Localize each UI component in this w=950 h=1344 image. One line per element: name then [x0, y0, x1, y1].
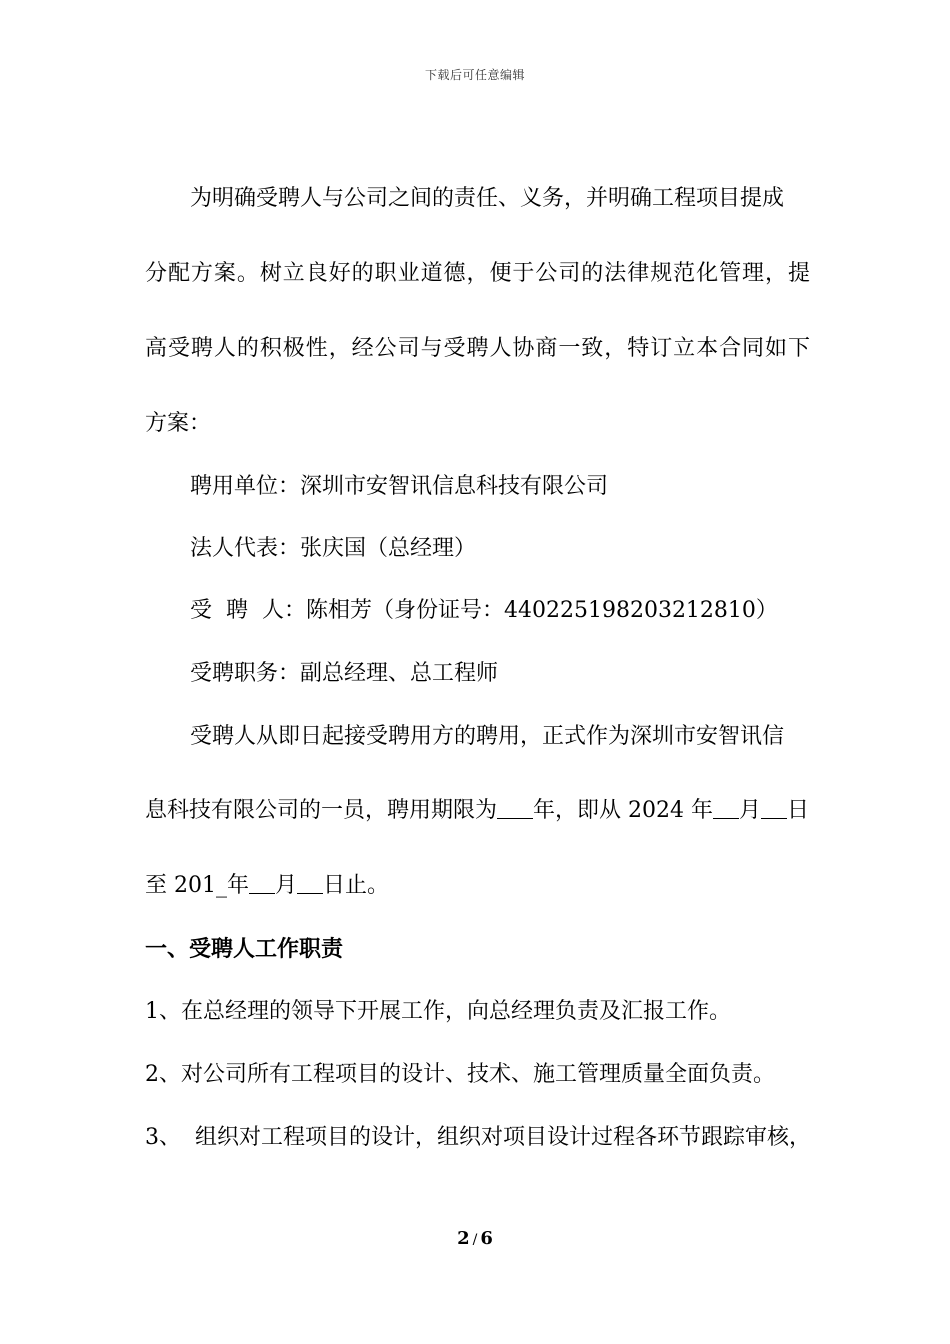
- position-field: 受聘职务：副总经理、总工程师: [190, 661, 499, 686]
- years-blank: [497, 796, 533, 819]
- employer-field: 聘用单位：深圳市安智讯信息科技有限公司: [190, 474, 609, 499]
- duty-item-3-number: 3、: [145, 1125, 181, 1150]
- start-month-blank: [713, 796, 739, 819]
- term-line-3-text-a: 至 201_年: [145, 873, 249, 898]
- term-line-2: [145, 792, 810, 829]
- page-number: [0, 1228, 950, 1249]
- term-line-3-text-c: 日止。: [323, 873, 390, 898]
- term-line-1: 受聘人从即日起接受聘用方的聘用，正式作为深圳市安智讯信: [190, 724, 785, 749]
- legal-rep-field: 法人代表：张庆国（总经理）: [190, 536, 477, 561]
- term-line-3: [145, 867, 810, 904]
- start-day-blank: [761, 796, 787, 819]
- current-page: 2: [457, 1228, 470, 1249]
- duty-item-3: [145, 1119, 810, 1156]
- duty-item-3-text: 组织对工程项目的设计，组织对项目设计过程各环节跟踪审核，: [195, 1125, 812, 1150]
- section-1-heading: 一、受聘人工作职责: [145, 936, 344, 962]
- end-day-blank: [297, 871, 323, 894]
- intro-line-3: 高受聘人的积极性，经公司与受聘人协商一致，特订立本合同如下: [145, 336, 810, 361]
- duty-item-2: 2、对公司所有工程项目的设计、技术、施工管理质量全面负责。: [145, 1062, 775, 1087]
- term-line-2-text-d: 日: [787, 798, 810, 823]
- intro-line-1: 为明确受聘人与公司之间的责任、义务，并明确工程项目提成: [190, 186, 785, 211]
- term-line-2-text-c: 月: [739, 798, 762, 823]
- duty-item-1: 1、在总经理的领导下开展工作，向总经理负责及汇报工作。: [145, 999, 731, 1024]
- employee-field: 受 聘 人：陈相芳（身份证号：440225198203212810）: [190, 598, 778, 623]
- page-separator: /: [472, 1232, 478, 1248]
- page-header: 下载后可任意编辑: [424, 68, 525, 82]
- intro-line-4: 方案：: [145, 411, 212, 436]
- total-pages: 6: [480, 1228, 493, 1249]
- term-line-2-text-a: 息科技有限公司的一员，聘用期限为: [145, 798, 498, 823]
- intro-line-2: 分配方案。树立良好的职业道德，便于公司的法律规范化管理，提: [145, 261, 810, 286]
- term-line-3-text-b: 月: [275, 873, 298, 898]
- term-line-2-text-b: 年，即从 2024 年: [533, 798, 713, 823]
- end-month-blank: [249, 871, 275, 894]
